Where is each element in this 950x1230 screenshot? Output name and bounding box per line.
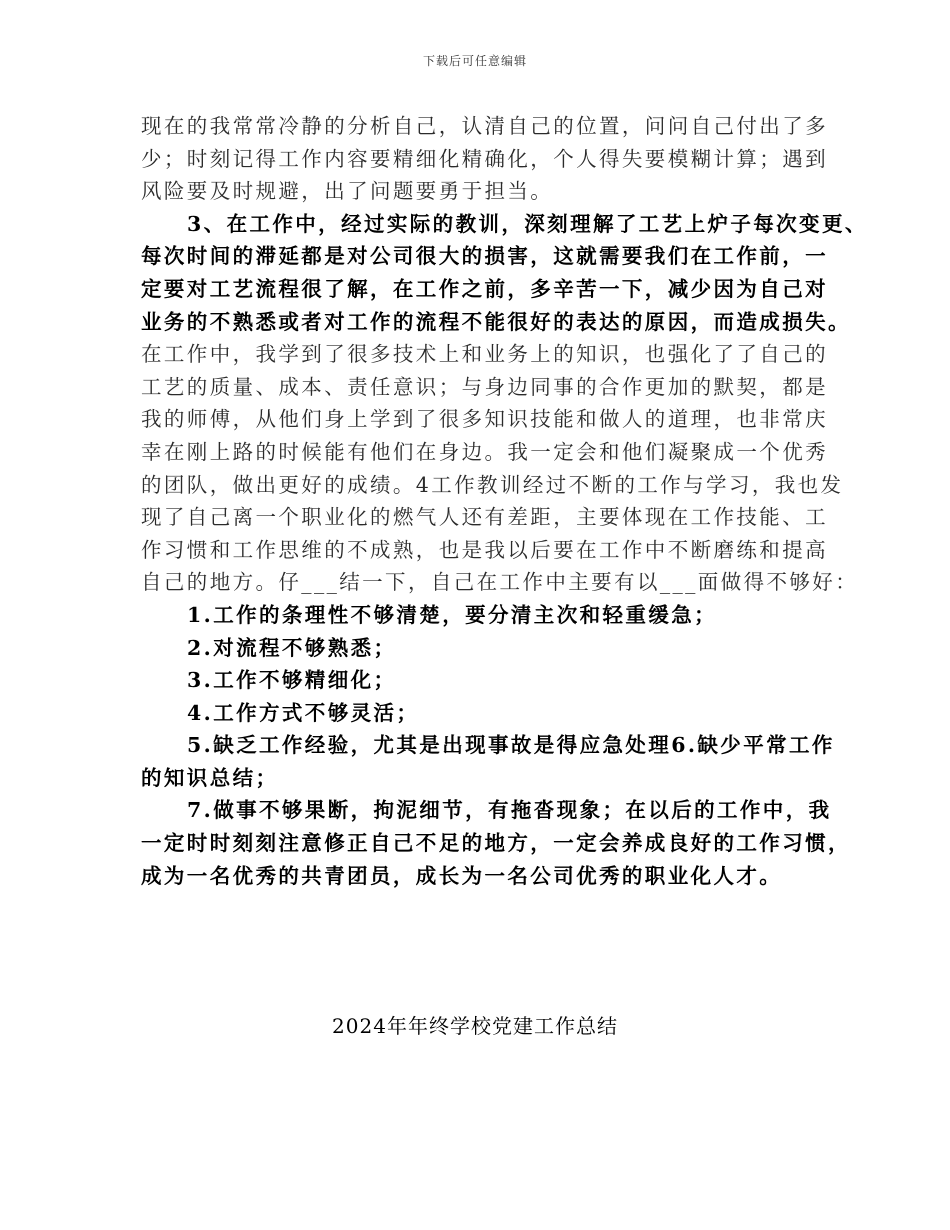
list-item: 3.工作不够精细化；	[187, 668, 397, 693]
document-body	[141, 110, 868, 892]
list-item: 5.缺乏工作经验，尤其是出现事故是得应急处理6.缺少平常工作	[187, 733, 835, 758]
text-line: 业务的不熟悉或者对工作的流程不能很好的表达的原因，而造成损失。	[141, 309, 851, 334]
shortcomings-list	[141, 599, 835, 795]
text-line: 7.做事不够果断，拘泥细节，有拖沓现象；在以后的工作中，我	[187, 798, 832, 823]
text-line: 工艺的质量、成本、责任意识；与身边同事的合作更加的默契，都是	[141, 374, 828, 399]
paragraph-3	[141, 338, 859, 599]
page-header: 下载后可任意编辑	[422, 54, 527, 68]
text-line: 每次时间的滞延都是对公司很大的损害，这就需要我们在工作前，一	[141, 244, 828, 269]
paragraph-4	[141, 794, 851, 892]
text-line: 定要对工艺流程很了解，在工作之前，多辛苦一下，减少因为自己对	[141, 276, 828, 301]
list-item: 1.工作的条理性不够清楚，要分清主次和轻重缓急；	[187, 602, 717, 627]
text-line: 在工作中，我学到了很多技术上和业务上的知识，也强化了了自己的	[141, 342, 828, 367]
text-line: 的团队，做出更好的成绩。4工作教训经过不断的工作与学习，我也发	[141, 472, 844, 497]
text-line: 作习惯和工作思维的不成熟，也是我以后要在工作中不断磨练和提高	[141, 537, 828, 562]
paragraph-2	[141, 208, 868, 338]
list-item: 2.对流程不够熟悉；	[187, 635, 397, 660]
text-line: 3、在工作中，经过实际的教训，深刻理解了工艺上炉子每次变更、	[187, 211, 868, 236]
text-line: 自己的地方。仔___结一下，自己在工作中主要有以___面做得不够好：	[141, 570, 859, 595]
text-line: 一定时时刻刻注意修正自己不足的地方，一定会养成良好的工作习惯，	[141, 831, 851, 856]
list-item: 4.工作方式不够灵活；	[187, 700, 420, 725]
paragraph-1	[141, 110, 828, 208]
text-line: 我的师傅，从他们身上学到了很多知识技能和做人的道理，也非常庆	[141, 407, 828, 432]
text-line: 现了自己离一个职业化的燃气人还有差距，主要体现在工作技能、工	[141, 505, 828, 530]
text-line: 现在的我常常冷静的分析自己，认清自己的位置，问问自己付出了多	[141, 114, 828, 138]
next-section-title: 2024年年终学校党建工作总结	[332, 1014, 618, 1038]
text-line: 幸在刚上路的时候能有他们在身边。我一定会和他们凝聚成一个优秀	[141, 439, 828, 464]
text-line: 风险要及时规避，出了问题要勇于担当。	[141, 179, 554, 204]
list-item: 的知识总结；	[141, 765, 279, 790]
text-line: 成为一名优秀的共青团员，成长为一名公司优秀的职业化人才。	[141, 863, 783, 888]
text-line: 少；时刻记得工作内容要精细化精确化，个人得失要模糊计算；遇到	[141, 146, 828, 171]
